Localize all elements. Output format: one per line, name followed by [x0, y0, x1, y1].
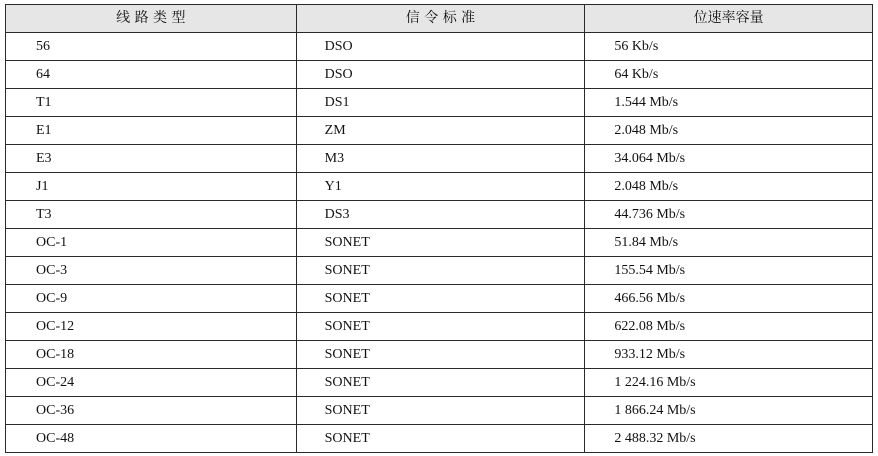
cell-line-type: OC-9 [6, 285, 297, 313]
cell-signaling-standard: ZM [296, 117, 585, 145]
cell-line-type: E3 [6, 145, 297, 173]
header-bit-rate-capacity: 位速率容量 [585, 5, 873, 33]
table-row [6, 173, 873, 201]
cell-bit-rate: 155.54 Mb/s [585, 257, 873, 285]
cell-line-type: OC-18 [6, 341, 297, 369]
table-header [6, 5, 873, 33]
cell-line-type: T3 [6, 201, 297, 229]
cell-signaling-standard: SONET [296, 229, 585, 257]
cell-bit-rate: 1 224.16 Mb/s [585, 369, 873, 397]
table-row [6, 285, 873, 313]
cell-bit-rate: 2.048 Mb/s [585, 117, 873, 145]
table-row [6, 257, 873, 285]
header-line-type: 线 路 类 型 [6, 5, 297, 33]
table-row [6, 61, 873, 89]
table-row [6, 341, 873, 369]
cell-signaling-standard: SONET [296, 369, 585, 397]
table-body [6, 33, 873, 453]
cell-line-type: OC-3 [6, 257, 297, 285]
cell-line-type: OC-48 [6, 425, 297, 453]
cell-bit-rate: 466.56 Mb/s [585, 285, 873, 313]
table-row [6, 425, 873, 453]
table-row [6, 201, 873, 229]
cell-signaling-standard: SONET [296, 257, 585, 285]
line-type-table-container [5, 4, 873, 453]
table-row [6, 313, 873, 341]
cell-signaling-standard: SONET [296, 341, 585, 369]
cell-line-type: E1 [6, 117, 297, 145]
cell-line-type: J1 [6, 173, 297, 201]
cell-bit-rate: 2 488.32 Mb/s [585, 425, 873, 453]
cell-bit-rate: 1.544 Mb/s [585, 89, 873, 117]
cell-signaling-standard: SONET [296, 425, 585, 453]
table-row [6, 145, 873, 173]
cell-line-type: OC-1 [6, 229, 297, 257]
table-row [6, 397, 873, 425]
cell-bit-rate: 34.064 Mb/s [585, 145, 873, 173]
cell-signaling-standard: Y1 [296, 173, 585, 201]
cell-signaling-standard: SONET [296, 285, 585, 313]
cell-signaling-standard: SONET [296, 313, 585, 341]
cell-bit-rate: 933.12 Mb/s [585, 341, 873, 369]
table-row [6, 33, 873, 61]
cell-bit-rate: 56 Kb/s [585, 33, 873, 61]
cell-line-type: 64 [6, 61, 297, 89]
header-row [6, 5, 873, 33]
cell-signaling-standard: SONET [296, 397, 585, 425]
cell-line-type: 56 [6, 33, 297, 61]
cell-bit-rate: 622.08 Mb/s [585, 313, 873, 341]
cell-signaling-standard: DS3 [296, 201, 585, 229]
table-row [6, 89, 873, 117]
table-row [6, 229, 873, 257]
cell-bit-rate: 51.84 Mb/s [585, 229, 873, 257]
cell-bit-rate: 44.736 Mb/s [585, 201, 873, 229]
cell-bit-rate: 64 Kb/s [585, 61, 873, 89]
cell-line-type: T1 [6, 89, 297, 117]
table-row [6, 117, 873, 145]
cell-signaling-standard: DSO [296, 61, 585, 89]
cell-line-type: OC-36 [6, 397, 297, 425]
cell-line-type: OC-12 [6, 313, 297, 341]
header-signaling-standard: 信 令 标 准 [296, 5, 585, 33]
table-row [6, 369, 873, 397]
cell-bit-rate: 2.048 Mb/s [585, 173, 873, 201]
cell-signaling-standard: M3 [296, 145, 585, 173]
line-type-table [5, 4, 873, 453]
cell-signaling-standard: DSO [296, 33, 585, 61]
cell-signaling-standard: DS1 [296, 89, 585, 117]
cell-bit-rate: 1 866.24 Mb/s [585, 397, 873, 425]
cell-line-type: OC-24 [6, 369, 297, 397]
